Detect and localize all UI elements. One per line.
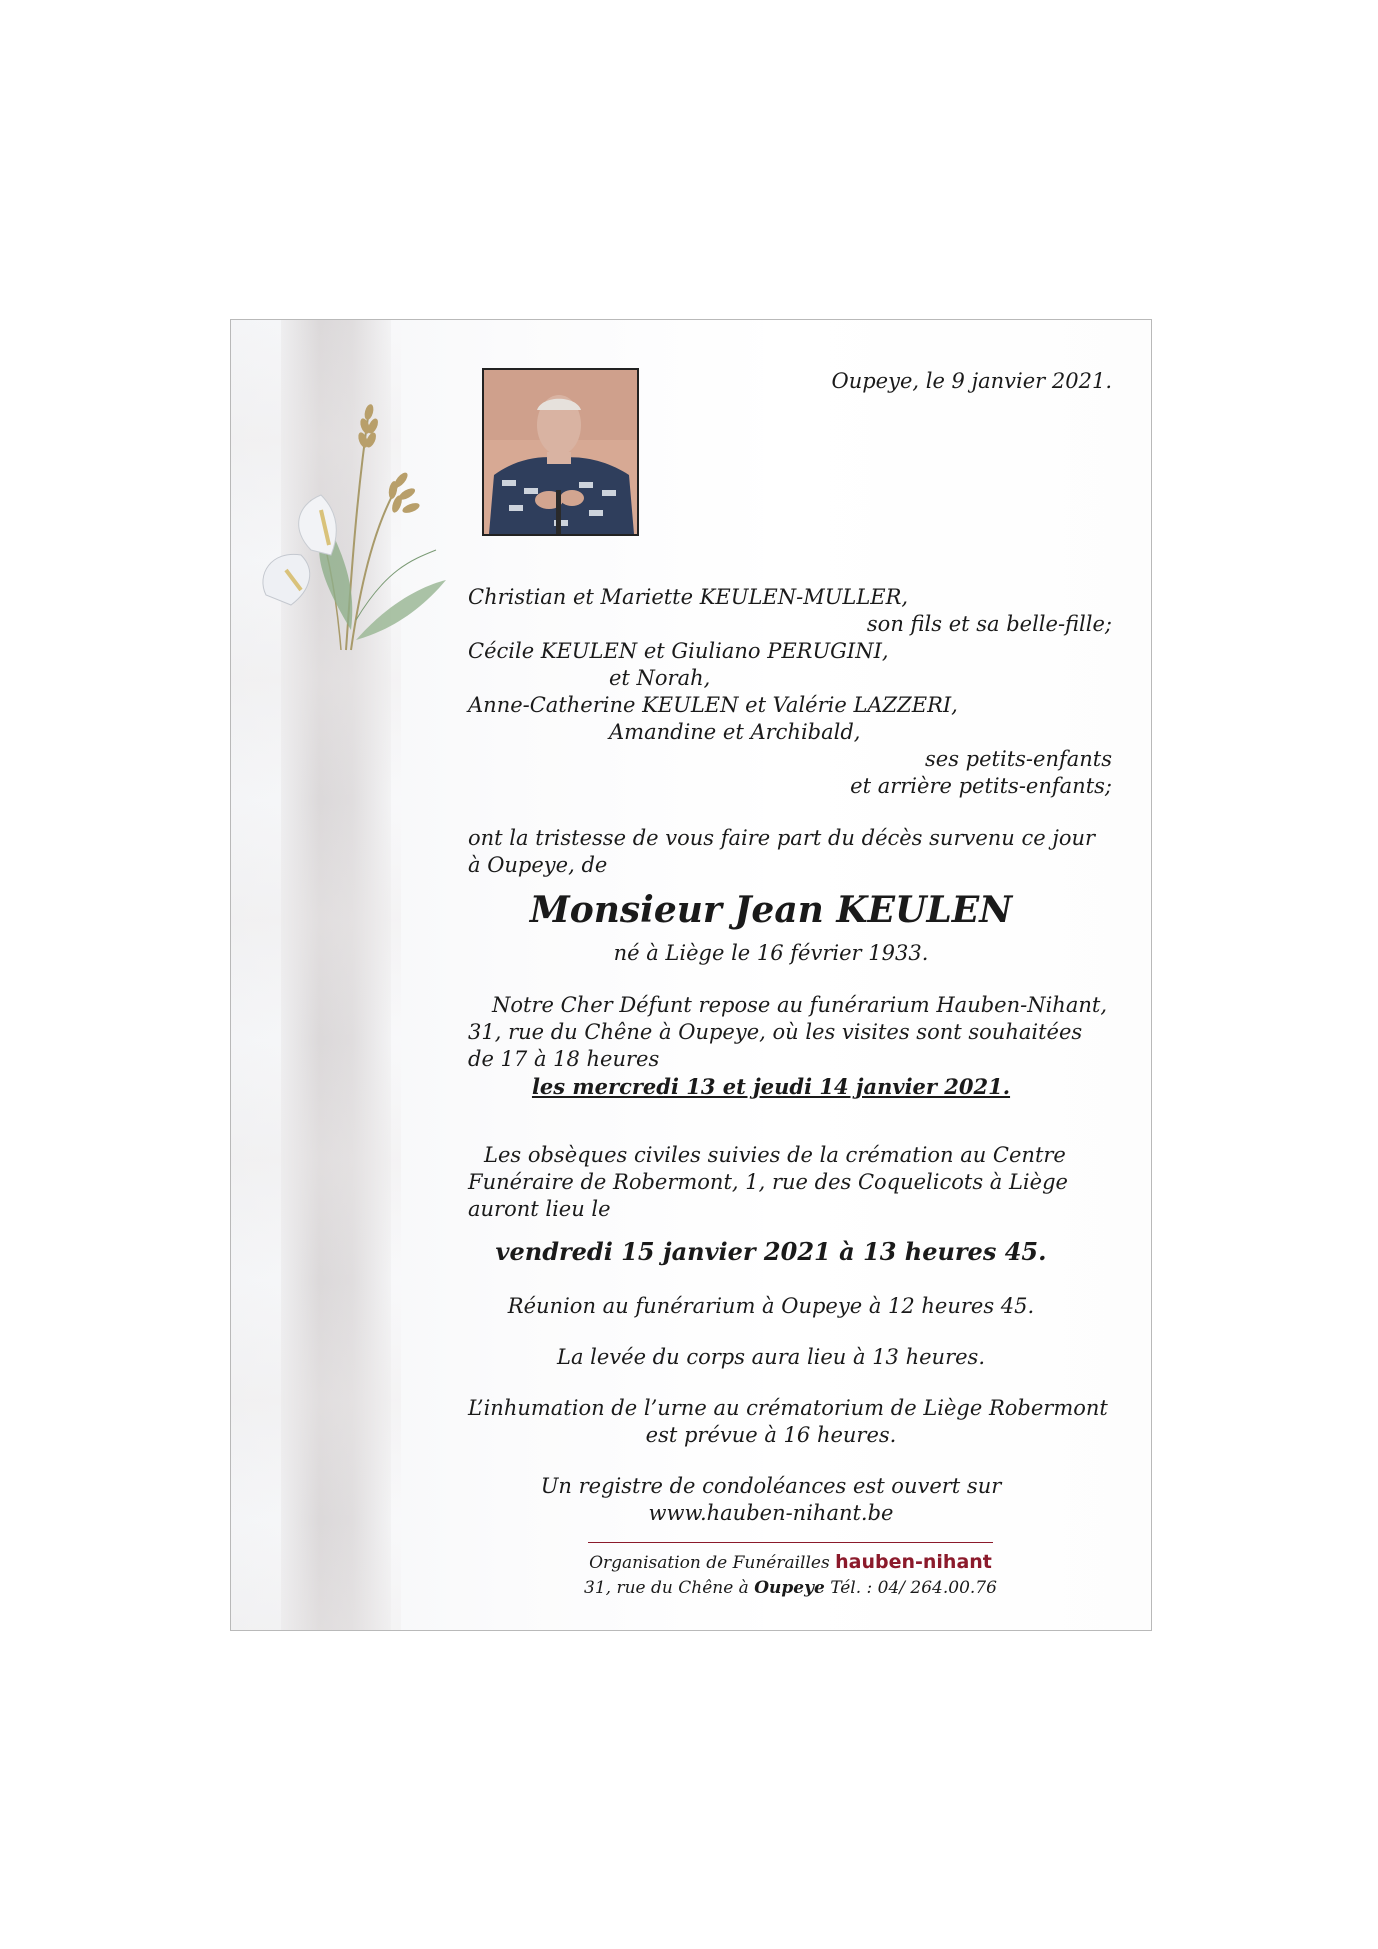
- visit-line-2: 31, rue du Chêne à Oupeye, où les visites sont souhaitées: [468, 1020, 1083, 1044]
- family-line-7: ses petits-enfants: [925, 747, 1112, 771]
- register-line-1: Un registre de condoléances est ouvert sur: [540, 1474, 1002, 1498]
- death-notice-card: [230, 319, 1152, 1631]
- brand-logo: hauben-nihant: [835, 1551, 992, 1573]
- footer-address: [488, 1576, 1093, 1600]
- birth-info: né à Liège le 16 février 1933.: [613, 941, 929, 965]
- levee-info: La levée du corps aura lieu à 13 heures.: [557, 1345, 985, 1369]
- portrait-photo: [482, 368, 639, 536]
- calla-lily-wheat-icon: [251, 380, 451, 660]
- urn-line-2: est prévue à 16 heures.: [645, 1423, 897, 1447]
- announcement-line-2: à Oupeye, de: [468, 853, 608, 877]
- meeting-info: Réunion au funérarium à Oupeye à 12 heures 45.: [507, 1294, 1035, 1318]
- deceased-name: Monsieur Jean KEULEN: [529, 889, 1013, 931]
- family-line-4: et Norah,: [609, 666, 711, 690]
- announcement-line-1: ont la tristesse de vous faire part du décès survenu ce jour: [468, 826, 1096, 850]
- ceremony-date: vendredi 15 janvier 2021 à 13 heures 45.: [495, 1237, 1047, 1266]
- family-line-3: Cécile KEULEN et Giuliano PERUGINI,: [468, 639, 889, 663]
- ceremony-line-2: Funéraire de Robermont, 1, rue des Coquelicots à Liège: [468, 1170, 1068, 1194]
- ceremony-line-3: auront lieu le: [468, 1197, 611, 1221]
- footer-address-prefix: 31, rue du Chêne à: [584, 1578, 749, 1598]
- urn-line-1: L’inhumation de l’urne au crématorium de Liège Robermont: [468, 1396, 1108, 1420]
- visit-line-3: de 17 à 18 heures: [468, 1047, 660, 1071]
- footer-org-label: Organisation de Funérailles: [589, 1553, 830, 1573]
- ceremony-line-1: Les obsèques civiles suivies de la crémation au Centre: [484, 1143, 1066, 1167]
- visit-line-1: Notre Cher Défunt repose au funérarium Hauben-Nihant,: [492, 993, 1107, 1017]
- footer-organisation: [488, 1550, 1093, 1575]
- footer-phone: Tél. : 04/ 264.00.76: [830, 1578, 997, 1598]
- footer-divider: [588, 1542, 993, 1543]
- place-date: Oupeye, le 9 janvier 2021.: [831, 369, 1112, 393]
- family-line-6: Amandine et Archibald,: [609, 720, 861, 744]
- register-website: www.hauben-nihant.be: [648, 1501, 894, 1525]
- family-line-1: Christian et Mariette KEULEN-MULLER,: [468, 585, 909, 609]
- family-line-5: Anne-Catherine KEULEN et Valérie LAZZERI,: [468, 693, 958, 717]
- visit-dates: les mercredi 13 et jeudi 14 janvier 2021.: [531, 1074, 1011, 1099]
- family-line-2: son fils et sa belle-fille;: [866, 612, 1112, 636]
- footer-address-town: Oupeye: [754, 1578, 825, 1598]
- family-line-8: et arrière petits-enfants;: [850, 774, 1112, 798]
